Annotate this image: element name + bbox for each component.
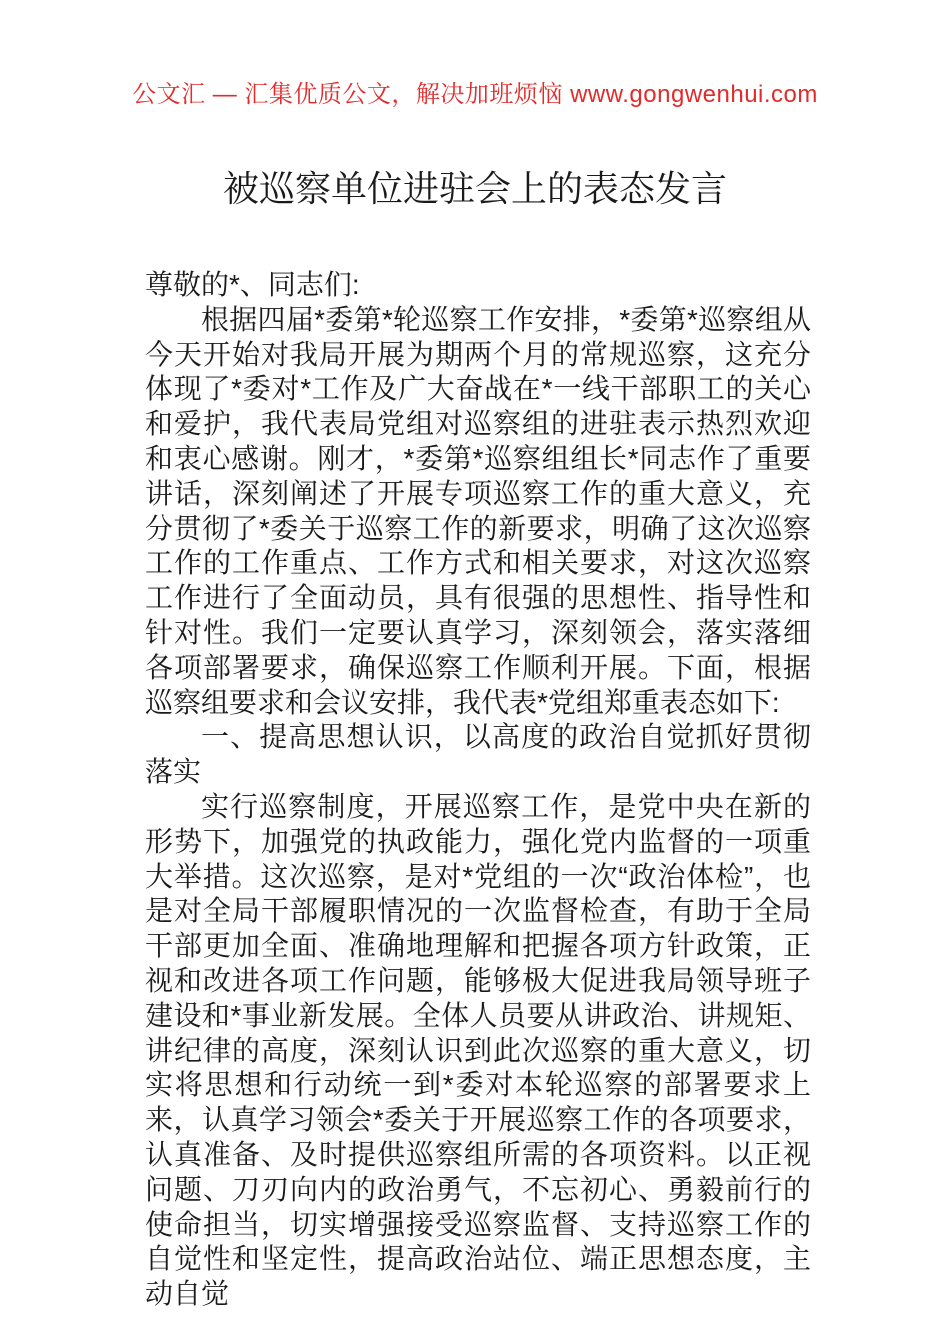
page-title: 被巡察单位进驻会上的表态发言 <box>222 168 727 209</box>
section-1-paragraph: 实行巡察制度，开展巡察工作，是党中央在新的形势下，加强党的执政能力，强化党内监督的一项重大举措。这次巡察，是对*党组的一次“政治体检”，也是对全局干部履职情况的一次监督检查，有助于全局干部更加全面、准确地理解和把握各项方针政策，正视和改进各项工作问题，能够极大促进我局领导班子建设和*事业新发展。全体人员要从讲政治、讲规矩、讲纪律的高度，深刻认识到此次巡察的重大意义，切实将思想和行动统一到*委对本轮巡察的部署要求上来，认真学习领会*委关于开展巡察工作的各项要求，认真准备、及时提供巡察组所需的各项资料。以正视问题、刀刃向内的政治勇气，不忘初心、勇毅前行的使命担当，切实增强接受巡察监督、支持巡察工作的自觉性和坚定性，提高政治站位、端正思想态度，主动自觉 <box>145 790 811 1310</box>
section-heading-1: 一、提高思想认识，以高度的政治自觉抓好贯彻落实 <box>145 721 811 788</box>
intro-paragraph: 根据四届*委第*轮巡察工作安排，*委第*巡察组从今天开始对我局开展为期两个月的常规巡察，这充分体现了*委对*工作及广大奋战在*一线干部职工的关心和爱护，我代表局党组对巡察组的进驻表示热烈欢迎和衷心感谢。刚才，*委第*巡察组组长*同志作了重要讲话，深刻阐述了开展专项巡察工作的重大意义，充分贯彻了*委关于巡察工作的新要求，明确了这次巡察工作的工作重点、工作方式和相关要求，对这次巡察工作进行了全面动员，具有很强的思想性、指导性和针对性。我们一定要认真学习，深刻领会，落实落细各项部署要求，确保巡察工作顺利开展。下面，根据巡察组要求和会议安排，我代表*党组郑重表态如下: <box>145 303 811 718</box>
watermark-banner[interactable]: 公文汇 — 汇集优质公文，解决加班烦恼 www.gongwenhui.com <box>132 81 818 108</box>
document-body <box>145 268 811 1312</box>
salutation: 尊敬的*、同志们: <box>145 269 360 300</box>
